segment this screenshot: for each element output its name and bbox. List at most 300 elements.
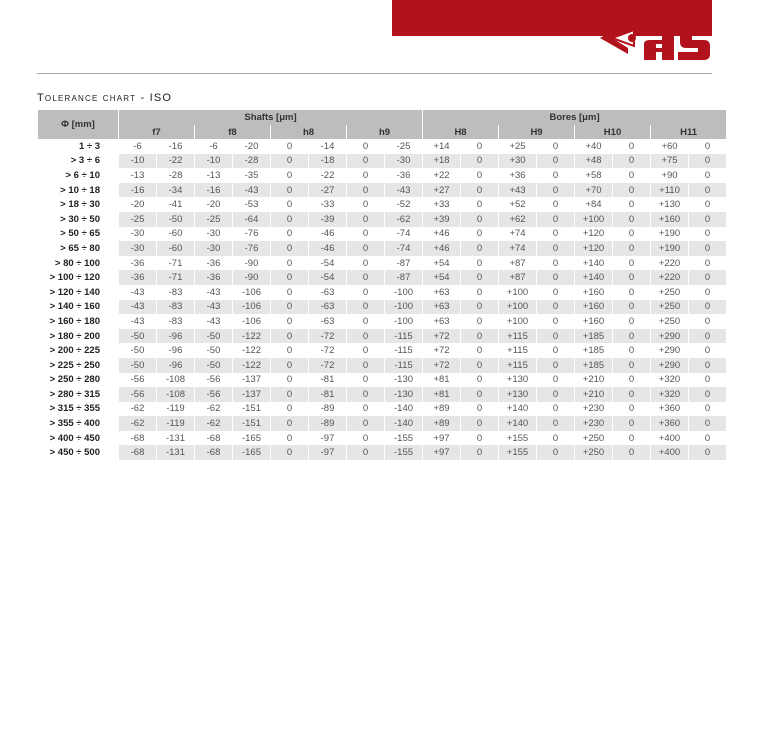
tolerance-cell: 0 [347, 241, 384, 256]
tolerance-cell: 0 [476, 374, 483, 386]
tolerance-cell: -56 [195, 387, 232, 402]
tolerance-cell: 0 [347, 445, 384, 460]
tolerance-cell: 0 [552, 345, 559, 357]
tolerance-cell: -130 [385, 387, 422, 402]
tolerance-cell: 0 [628, 315, 635, 327]
column-header-h9: h9 [347, 125, 422, 139]
tolerance-cell: -25 [119, 212, 156, 227]
tolerance-cell: -63 [320, 315, 335, 327]
tolerance-cell: 0 [476, 432, 483, 444]
tolerance-cell: -22 [320, 169, 335, 181]
tolerance-cell: +54 [433, 257, 450, 269]
tolerance-cell: -97 [309, 445, 346, 460]
tolerance-cell: -6 [209, 140, 218, 152]
tolerance-cell: 0 [286, 432, 293, 444]
shafts-group-header: Shafts [μm] [119, 110, 422, 125]
tolerance-cell: -50 [206, 345, 221, 357]
tolerance-cell: -96 [157, 329, 194, 344]
tolerance-cell: 0 [476, 169, 483, 181]
tolerance-cell: 0 [362, 228, 369, 240]
tolerance-cell: -155 [394, 432, 414, 444]
tolerance-cell: -71 [168, 257, 183, 269]
tolerance-cell: +30 [499, 154, 536, 169]
company-logo [598, 14, 716, 64]
tolerance-cell: -115 [385, 358, 422, 373]
dimension-header: Φ [mm] [38, 110, 118, 139]
tolerance-cell: +87 [499, 270, 536, 285]
tolerance-cell: 0 [552, 374, 559, 386]
tolerance-cell: +320 [658, 374, 681, 386]
tolerance-cell: -62 [130, 403, 145, 415]
tolerance-cell: 0 [613, 241, 650, 256]
tolerance-cell: -16 [119, 183, 156, 198]
table-row [38, 227, 726, 242]
tolerance-cell: -28 [168, 169, 183, 181]
tolerance-cell: 0 [613, 329, 650, 344]
dimension-cell: > 120 ÷ 140 [49, 286, 100, 298]
dimension-cell: > 80 ÷ 100 [54, 257, 100, 269]
table-row [38, 139, 726, 154]
tolerance-cell: -60 [168, 228, 183, 240]
tolerance-cell: +18 [423, 154, 460, 169]
tolerance-cell: 0 [271, 212, 308, 227]
tolerance-cell: -43 [195, 300, 232, 315]
tolerance-cell: -90 [244, 257, 259, 269]
tolerance-cell: 0 [613, 183, 650, 198]
tolerance-cell: 0 [537, 183, 574, 198]
tolerance-cell: +33 [433, 199, 450, 211]
tolerance-cell: +250 [651, 300, 688, 315]
tolerance-cell: -155 [385, 445, 422, 460]
tolerance-cell: 0 [689, 154, 726, 169]
tolerance-cell: +43 [499, 183, 536, 198]
tolerance-cell: -108 [157, 387, 194, 402]
tolerance-cell: +63 [433, 315, 450, 327]
tolerance-cell: 0 [271, 154, 308, 169]
tolerance-cell: -46 [320, 228, 335, 240]
tolerance-cell: 0 [347, 212, 384, 227]
tolerance-cell: -36 [396, 169, 411, 181]
tolerance-cell: 0 [628, 403, 635, 415]
tolerance-cell: 0 [271, 300, 308, 315]
tolerance-cell: +160 [651, 212, 688, 227]
tolerance-cell: -43 [385, 183, 422, 198]
tolerance-cell: -165 [241, 432, 261, 444]
tolerance-cell: +100 [506, 315, 529, 327]
column-header-f7: f7 [119, 125, 194, 139]
table-row [38, 154, 726, 169]
tolerance-cell: +74 [509, 228, 526, 240]
tolerance-cell: +185 [575, 358, 612, 373]
table-row [38, 285, 726, 300]
tolerance-cell: -16 [195, 183, 232, 198]
dimension-cell: > 180 ÷ 200 [49, 330, 100, 342]
tolerance-cell: +14 [433, 140, 450, 152]
tolerance-cell: +400 [658, 432, 681, 444]
tolerance-cell: -43 [206, 315, 221, 327]
tolerance-cell: 0 [552, 140, 559, 152]
tolerance-cell: 0 [552, 286, 559, 298]
dimension-cell: 1 ÷ 3 [78, 140, 100, 152]
tolerance-cell: -13 [130, 169, 145, 181]
dimension-cell: > 18 ÷ 30 [60, 199, 100, 211]
tolerance-cell: -50 [195, 329, 232, 344]
dimension-cell: > 3 ÷ 6 [70, 155, 100, 167]
tolerance-cell: -18 [309, 154, 346, 169]
tolerance-cell: -50 [119, 329, 156, 344]
tolerance-cell: 0 [689, 329, 726, 344]
header-divider [37, 73, 712, 74]
dimension-cell: > 200 ÷ 225 [49, 345, 100, 357]
tolerance-cell: +250 [658, 315, 681, 327]
tolerance-cell: -25 [396, 140, 411, 152]
tolerance-cell: -54 [309, 270, 346, 285]
tolerance-cell: 0 [613, 416, 650, 431]
table-row [38, 300, 726, 315]
tolerance-cell: 0 [537, 300, 574, 315]
tolerance-cell: 0 [704, 228, 711, 240]
tolerance-cell: 0 [552, 199, 559, 211]
tolerance-cell: +230 [582, 403, 605, 415]
tolerance-cell: 0 [271, 387, 308, 402]
tolerance-cell: 0 [537, 329, 574, 344]
tolerance-cell: 0 [613, 387, 650, 402]
tolerance-cell: +360 [658, 403, 681, 415]
tolerance-cell: 0 [628, 345, 635, 357]
tolerance-cell: 0 [461, 300, 498, 315]
tolerance-cell: 0 [552, 228, 559, 240]
table-row [38, 373, 726, 388]
tolerance-cell: 0 [461, 154, 498, 169]
tolerance-cell: 0 [461, 358, 498, 373]
tolerance-cell: 0 [347, 270, 384, 285]
tolerance-cell: 0 [689, 358, 726, 373]
tolerance-cell: +115 [507, 345, 528, 357]
dimension-cell: > 315 ÷ 355 [49, 403, 100, 415]
table-row [38, 183, 726, 198]
tolerance-cell: 0 [537, 154, 574, 169]
table-row [38, 168, 726, 183]
tolerance-cell: -13 [206, 169, 221, 181]
tolerance-cell: -90 [233, 270, 270, 285]
tolerance-cell: 0 [476, 140, 483, 152]
tolerance-cell: -22 [157, 154, 194, 169]
tolerance-cell: -25 [195, 212, 232, 227]
tolerance-cell: +54 [423, 270, 460, 285]
tolerance-cell: -63 [309, 300, 346, 315]
table-row [38, 387, 726, 402]
tolerance-cell: 0 [552, 432, 559, 444]
tolerance-cell: 0 [689, 212, 726, 227]
tolerance-cell: +290 [658, 345, 681, 357]
tolerance-cell: +22 [433, 169, 450, 181]
tolerance-cell: -87 [396, 257, 411, 269]
tolerance-cell: 0 [476, 228, 483, 240]
table-row [38, 343, 726, 358]
tolerance-cell: +210 [582, 374, 605, 386]
tolerance-cell: +250 [582, 432, 605, 444]
tolerance-cell: 0 [476, 403, 483, 415]
tolerance-cell: 0 [537, 387, 574, 402]
tolerance-cell: -130 [394, 374, 414, 386]
tolerance-cell: +185 [575, 329, 612, 344]
tolerance-cell: 0 [362, 257, 369, 269]
tolerance-cell: -72 [309, 329, 346, 344]
tolerance-cell: 0 [476, 286, 483, 298]
tolerance-cell: -52 [396, 199, 411, 211]
table-row [38, 212, 726, 227]
tolerance-cell: -81 [309, 387, 346, 402]
tolerance-cell: -30 [195, 241, 232, 256]
dimension-cell: > 100 ÷ 120 [49, 272, 100, 284]
tolerance-cell: 0 [628, 286, 635, 298]
tolerance-cell: +140 [499, 416, 536, 431]
tolerance-cell: 0 [362, 169, 369, 181]
tolerance-cell: 0 [347, 300, 384, 315]
tolerance-cell: 0 [689, 183, 726, 198]
tolerance-cell: 0 [286, 286, 293, 298]
tolerance-cell: -36 [119, 270, 156, 285]
tolerance-cell: -100 [394, 286, 414, 298]
column-header-h10: H10 [575, 125, 650, 139]
tolerance-cell: -62 [206, 403, 221, 415]
table-row [38, 358, 726, 373]
tolerance-cell: 0 [537, 270, 574, 285]
tolerance-cell: 0 [461, 329, 498, 344]
tolerance-cell: +185 [582, 345, 605, 357]
tolerance-cell: 0 [362, 345, 369, 357]
tolerance-cell: -119 [166, 403, 185, 415]
dimension-cell: > 30 ÷ 50 [60, 213, 100, 225]
tolerance-cell: +40 [585, 140, 602, 152]
tolerance-cell: -63 [320, 286, 335, 298]
tolerance-cell: -68 [206, 432, 221, 444]
tolerance-cell: -122 [233, 329, 270, 344]
tolerance-cell: +220 [658, 257, 681, 269]
tolerance-cell: +400 [651, 445, 688, 460]
tolerance-cell: -72 [320, 345, 335, 357]
tolerance-cell: -106 [241, 315, 261, 327]
tolerance-cell: +250 [575, 445, 612, 460]
column-header-h8: H8 [423, 125, 498, 139]
tolerance-cell: 0 [613, 300, 650, 315]
tolerance-cell: 0 [704, 140, 711, 152]
tolerance-cell: -60 [157, 241, 194, 256]
table-row [38, 241, 726, 256]
tolerance-cell: +115 [499, 329, 536, 344]
dimension-cell: > 280 ÷ 315 [49, 388, 100, 400]
tolerance-cell: +230 [575, 416, 612, 431]
column-header-h9: H9 [499, 125, 574, 139]
table-row [38, 416, 726, 431]
tolerance-cell: -30 [119, 241, 156, 256]
tolerance-cell: 0 [362, 374, 369, 386]
tolerance-cell: +155 [506, 432, 529, 444]
tolerance-cell: 0 [271, 183, 308, 198]
tolerance-cell: +81 [423, 387, 460, 402]
tolerance-cell: 0 [704, 315, 711, 327]
tolerance-body [38, 139, 726, 460]
tolerance-cell: -41 [168, 199, 183, 211]
tolerance-cell: -68 [195, 445, 232, 460]
tolerance-cell: 0 [689, 241, 726, 256]
tolerance-cell: -46 [309, 241, 346, 256]
tolerance-cell: 0 [476, 345, 483, 357]
tolerance-cell: -54 [320, 257, 335, 269]
tolerance-cell: 0 [628, 169, 635, 181]
tolerance-cell: 0 [362, 140, 369, 152]
tolerance-cell: 0 [704, 345, 711, 357]
tolerance-cell: -89 [320, 403, 335, 415]
tolerance-cell: +84 [585, 199, 602, 211]
tolerance-cell: -151 [233, 416, 270, 431]
tolerance-cell: 0 [362, 315, 369, 327]
tolerance-cell: 0 [347, 358, 384, 373]
tolerance-cell: +250 [658, 286, 681, 298]
tolerance-cell: +48 [575, 154, 612, 169]
tolerance-cell: -108 [165, 374, 185, 386]
tolerance-cell: -68 [119, 445, 156, 460]
table-row [38, 256, 726, 271]
tolerance-cell: 0 [347, 387, 384, 402]
tolerance-cell: +81 [433, 374, 450, 386]
tolerance-cell: -43 [206, 286, 221, 298]
tolerance-cell: -140 [394, 403, 414, 415]
tolerance-cell: -81 [320, 374, 335, 386]
tolerance-cell: -97 [320, 432, 335, 444]
tolerance-cell: -74 [385, 241, 422, 256]
tolerance-cell: 0 [704, 169, 711, 181]
tolerance-cell: -14 [320, 140, 335, 152]
tolerance-cell: 0 [286, 140, 293, 152]
tolerance-cell: 0 [271, 416, 308, 431]
tolerance-table [37, 110, 727, 460]
tolerance-cell: -89 [309, 416, 346, 431]
tolerance-cell: 0 [347, 183, 384, 198]
tolerance-cell: -39 [309, 212, 346, 227]
tolerance-cell: 0 [461, 445, 498, 460]
table-row [38, 402, 726, 417]
tolerance-cell: -87 [385, 270, 422, 285]
table-row [38, 329, 726, 344]
tolerance-cell: -34 [157, 183, 194, 198]
tolerance-cell: -71 [157, 270, 194, 285]
tolerance-cell: +160 [582, 286, 605, 298]
tolerance-cell: 0 [461, 270, 498, 285]
tolerance-cell: +190 [651, 241, 688, 256]
dimension-cell: > 160 ÷ 180 [49, 315, 100, 327]
tolerance-cell: -20 [206, 199, 221, 211]
tolerance-cell: 0 [689, 387, 726, 402]
table-row [38, 314, 726, 329]
tolerance-cell: 0 [271, 329, 308, 344]
tolerance-cell: +290 [651, 358, 688, 373]
tolerance-cell: -100 [394, 315, 414, 327]
tolerance-cell: -106 [233, 300, 270, 315]
bores-group-header: Bores [μm] [423, 110, 726, 125]
tolerance-cell: -56 [130, 374, 145, 386]
tolerance-cell: 0 [689, 416, 726, 431]
tolerance-cell: 0 [476, 199, 483, 211]
tolerance-cell: -56 [119, 387, 156, 402]
tolerance-cell: -137 [241, 374, 261, 386]
tolerance-cell: +60 [661, 140, 678, 152]
tolerance-cell: +155 [499, 445, 536, 460]
tolerance-cell: 0 [362, 432, 369, 444]
tolerance-cell: +62 [499, 212, 536, 227]
tolerance-cell: +89 [423, 416, 460, 431]
tolerance-cell: 0 [704, 403, 711, 415]
dimension-cell: > 50 ÷ 65 [60, 228, 100, 240]
tolerance-cell: +140 [582, 257, 605, 269]
tolerance-cell: -137 [233, 387, 270, 402]
tolerance-cell: -50 [157, 212, 194, 227]
tolerance-cell: +115 [499, 358, 536, 373]
tolerance-cell: -43 [130, 315, 145, 327]
tolerance-cell: +63 [433, 286, 450, 298]
tolerance-cell: -140 [385, 416, 422, 431]
tolerance-cell: 0 [552, 169, 559, 181]
tolerance-cell: +58 [585, 169, 602, 181]
tolerance-cell: 0 [628, 374, 635, 386]
tolerance-cell: -131 [165, 432, 185, 444]
tolerance-cell: -62 [385, 212, 422, 227]
tolerance-cell: -50 [130, 345, 145, 357]
tolerance-cell: +72 [423, 358, 460, 373]
tolerance-cell: -62 [119, 416, 156, 431]
tolerance-cell: -151 [241, 403, 261, 415]
tolerance-cell: 0 [537, 416, 574, 431]
tolerance-cell: -76 [233, 241, 270, 256]
tolerance-cell: -96 [168, 345, 183, 357]
tolerance-cell: +90 [661, 169, 678, 181]
tolerance-cell: 0 [271, 445, 308, 460]
tolerance-cell: +72 [433, 345, 450, 357]
tolerance-cell: -30 [206, 228, 221, 240]
tolerance-cell: 0 [704, 432, 711, 444]
tolerance-cell: -68 [130, 432, 145, 444]
tolerance-cell: +75 [651, 154, 688, 169]
dimension-cell: > 450 ÷ 500 [49, 447, 100, 459]
tolerance-cell: +130 [658, 199, 681, 211]
tolerance-cell: 0 [286, 228, 293, 240]
tolerance-cell: -10 [195, 154, 232, 169]
tolerance-cell: 0 [347, 154, 384, 169]
tolerance-cell: +140 [575, 270, 612, 285]
dimension-cell: > 225 ÷ 250 [49, 359, 100, 371]
tolerance-cell: 0 [628, 257, 635, 269]
tolerance-cell: +160 [575, 300, 612, 315]
tolerance-cell: 0 [286, 345, 293, 357]
tolerance-cell: 0 [704, 374, 711, 386]
tolerance-cell: -64 [233, 212, 270, 227]
tolerance-cell: 0 [362, 403, 369, 415]
tolerance-cell: -165 [233, 445, 270, 460]
dimension-cell: > 140 ÷ 160 [49, 301, 100, 313]
tolerance-cell: 0 [286, 257, 293, 269]
tolerance-cell: 0 [628, 432, 635, 444]
tolerance-cell: +27 [423, 183, 460, 198]
tolerance-cell: 0 [286, 374, 293, 386]
tolerance-cell: +63 [423, 300, 460, 315]
column-header-h11: H11 [651, 125, 726, 139]
tolerance-cell: -20 [244, 140, 259, 152]
tolerance-cell: -83 [157, 300, 194, 315]
tolerance-cell: -36 [130, 257, 145, 269]
tolerance-cell: -36 [206, 257, 221, 269]
tolerance-cell: 0 [628, 228, 635, 240]
tolerance-cell: +120 [575, 241, 612, 256]
